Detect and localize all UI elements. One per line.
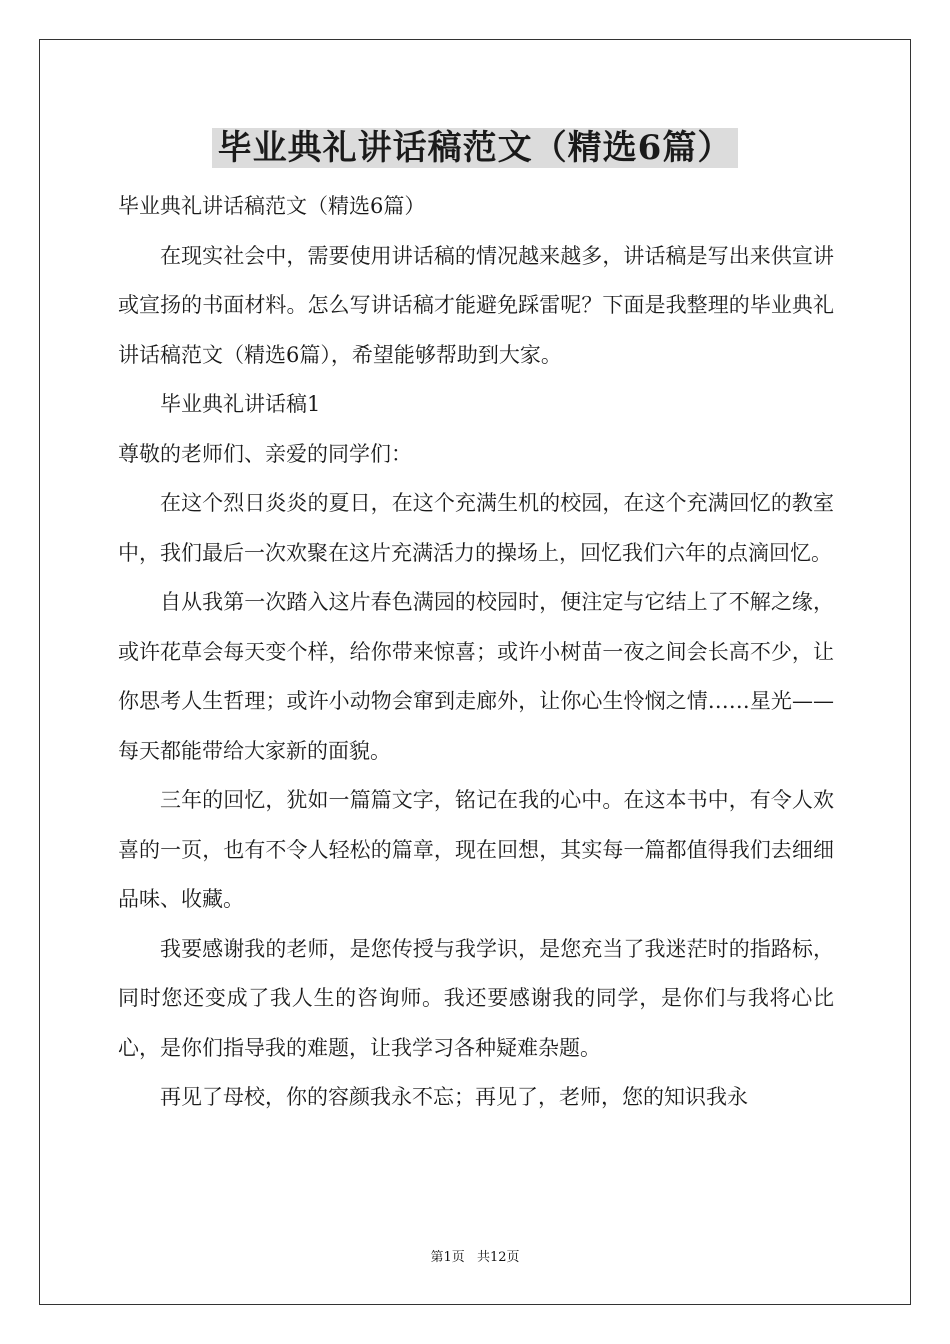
paragraph: 在这个烈日炎炎的夏日，在这个充满生机的校园，在这个充满回忆的教室中，我们最后一次欢聚在这片充满活力的操场上，回忆我们六年的点滴回忆。 xyxy=(118,491,834,565)
page-number: 第1页 xyxy=(430,1250,465,1265)
salutation: 尊敬的老师们、亲爱的同学们： xyxy=(118,441,412,466)
page-total: 共12页 xyxy=(476,1250,520,1265)
document-title: 毕业典礼讲话稿范文（精选6篇） xyxy=(212,128,739,168)
paragraph: 毕业典礼讲话稿范文（精选6篇） xyxy=(118,194,426,218)
document-body xyxy=(118,182,834,1123)
page-footer xyxy=(0,1246,950,1265)
paragraph: 三年的回忆，犹如一篇篇文字，铭记在我的心中。在这本书中，有令人欢喜的一页，也有不令人轻松的篇章，现在回想，其实每一篇都值得我们去细细品味、收藏。 xyxy=(118,788,834,911)
title-area xyxy=(0,128,950,168)
paragraph: 再见了母校，你的容颜我永不忘；再见了，老师，您的知识我永 xyxy=(160,1085,748,1109)
paragraph: 我要感谢我的老师，是您传授与我学识，是您充当了我迷茫时的指路标，同时您还变成了我人生的咨询师。我还要感谢我的同学，是你们与我将心比心，是你们指导我的难题，让我学习各种疑难杂题。 xyxy=(118,936,834,1060)
paragraph: 自从我第一次踏入这片春色满园的校园时，便注定与它结上了不解之缘，或许花草会每天变个样，给你带来惊喜；或许小树苗一夜之间会长高不少，让你思考人生哲理；或许小动物会窜到走廊外，让你心生怜悯之情……星光——每天都能带给大家新的面貌。 xyxy=(118,590,834,763)
paragraph: 在现实社会中，需要使用讲话稿的情况越来越多，讲话稿是写出来供宣讲或宣扬的书面材料。怎么写讲话稿才能避免踩雷呢？下面是我整理的毕业典礼讲话稿范文（精选6篇），希望能够帮助到大家。 xyxy=(118,243,834,367)
section-heading: 毕业典礼讲话稿1 xyxy=(160,392,321,416)
